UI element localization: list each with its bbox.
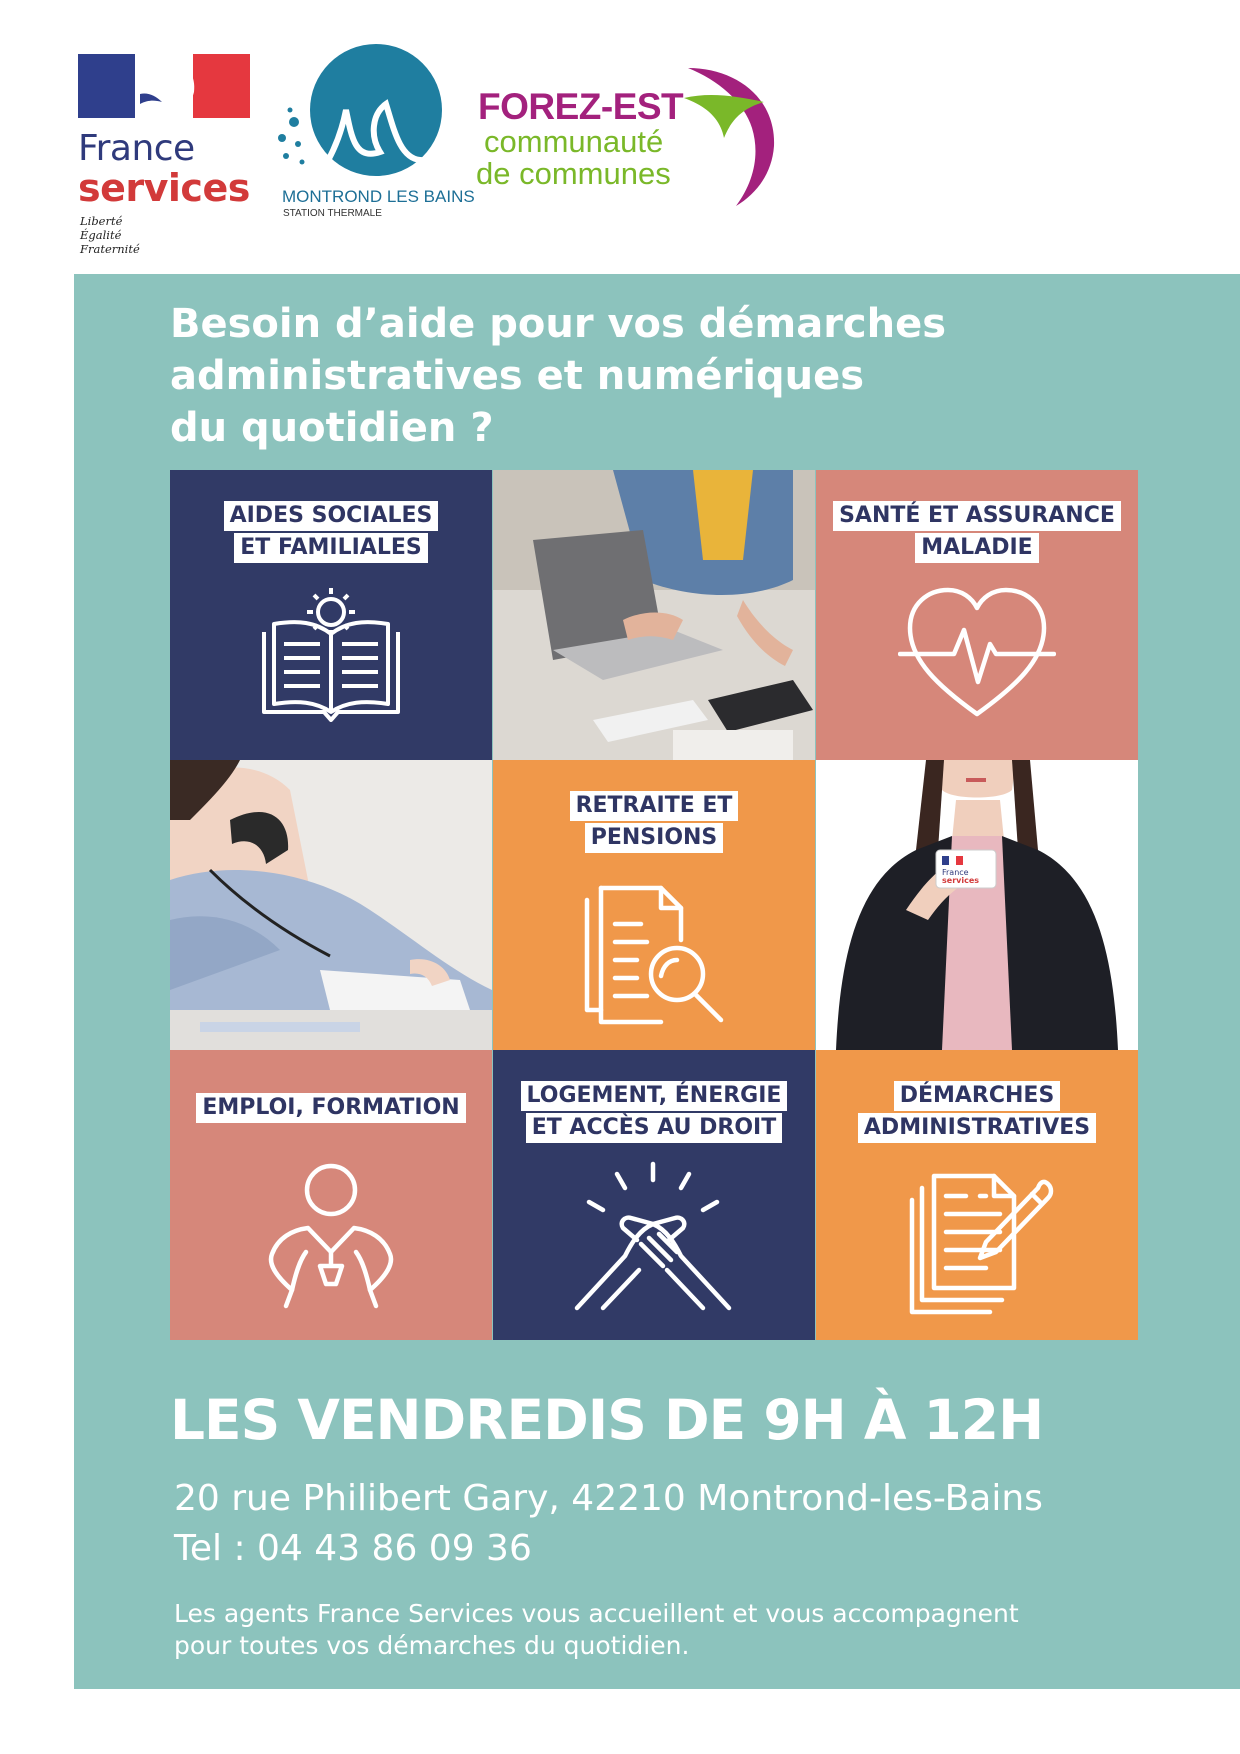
tile-sante-label-1: SANTÉ ET ASSURANCE [833,501,1121,531]
motto-egalite: Égalité [80,228,122,242]
tile-aides-sociales [170,470,492,760]
documents-pen-icon [906,1166,1056,1316]
forez-est-logo [474,54,804,214]
montrond-emblem-icon [270,40,470,190]
tile-retraite [493,760,815,1050]
tile-sante [816,470,1138,760]
opening-hours: LES VENDREDIS DE 9H À 12H [170,1388,1044,1452]
france-services-word-services: services [78,166,250,210]
photo-laptop-typing [493,470,815,760]
forez-est-line-communaute: communauté [484,124,664,159]
person-icon [256,1160,406,1310]
tile-emploi-label-1: EMPLOI, FORMATION [196,1093,465,1123]
headline-line-2: administratives et numériques [170,353,865,399]
french-flag-icon [78,54,250,118]
heart-pulse-icon [898,582,1056,722]
handshake-icon [573,1158,733,1318]
description [174,1598,1134,1662]
montrond-subtitle: STATION THERMALE [283,208,382,219]
tile-demarches-label-2: ADMINISTRATIVES [858,1113,1096,1143]
tile-retraite-label-1: RETRAITE ET [570,791,739,821]
motto-liberte: Liberté [80,214,123,228]
services-grid [170,470,1138,1340]
description-line-2: pour toutes vos démarches du quotidien. [174,1631,690,1660]
laptop-photo-image [493,470,815,760]
montrond-les-bains-logo [270,40,475,220]
address: 20 rue Philibert Gary, 42210 Montrond-les-Bains [174,1478,1043,1519]
document-search-icon [581,880,731,1030]
phone-number: Tel : 04 43 86 09 36 [174,1528,532,1569]
motto-fraternite: Fraternité [80,242,140,256]
photo-phone-call [170,760,492,1050]
tile-logement-label-1: LOGEMENT, ÉNERGIE [521,1081,788,1111]
description-line-1: Les agents France Services vous accueillent et vous accompagnent [174,1599,1019,1628]
badge-word-france: France [942,868,969,877]
headline [170,298,1070,454]
forez-est-line-communes: de communes [476,156,671,191]
tile-aides-label-1: AIDES SOCIALES [224,501,439,531]
france-services-logo [78,54,258,264]
book-gear-icon [258,582,404,722]
headline-line-3: du quotidien ? [170,405,494,451]
tile-demarches [816,1050,1138,1340]
tile-emploi [170,1050,492,1340]
badge-word-services: services [942,876,980,885]
tile-logement-label-2: ET ACCÈS AU DROIT [526,1113,783,1143]
tile-sante-label-2: MALADIE [915,533,1038,563]
tile-retraite-label-2: PENSIONS [585,823,724,853]
france-services-word-france: France [78,128,195,169]
tile-aides-label-2: ET FAMILIALES [234,533,427,563]
tile-logement [493,1050,815,1340]
tile-demarches-label-1: DÉMARCHES [894,1081,1061,1111]
agent-photo-image [816,760,1138,1050]
forez-est-title: FOREZ-EST [478,86,684,127]
photo-agent-badge [816,760,1138,1050]
phone-call-photo-image [170,760,492,1050]
montrond-name: MONTROND LES BAINS [282,187,475,206]
headline-line-1: Besoin d’aide pour vos démarches [170,301,947,347]
